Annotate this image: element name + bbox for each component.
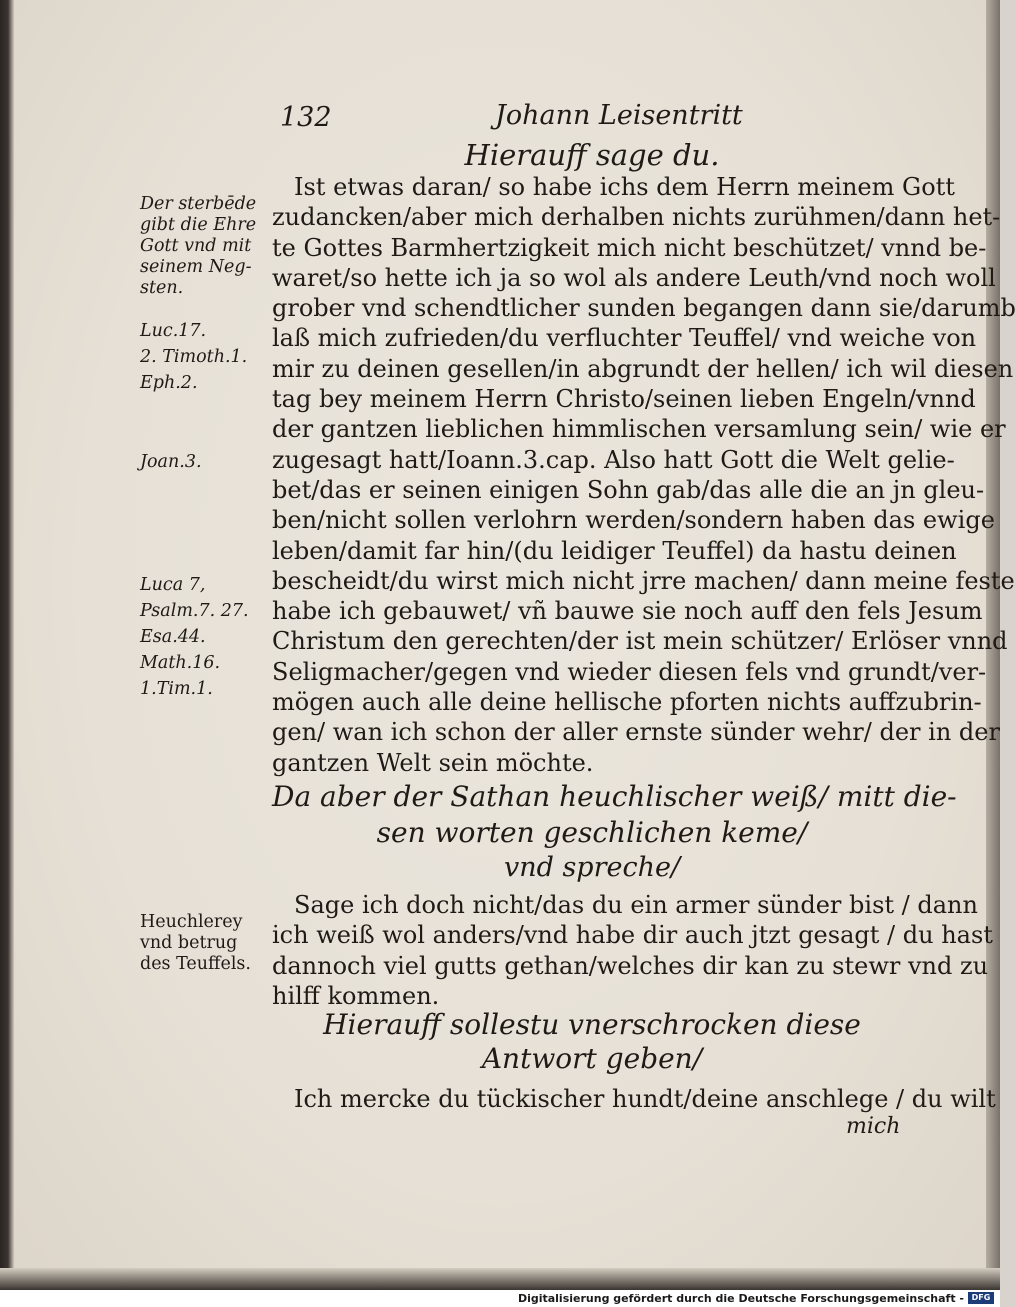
body-paragraph <box>272 1084 996 1114</box>
margin-note <box>140 194 270 299</box>
text-line: Ist etwas daran/ so habe ichs dem Herrn meinem Gott <box>294 173 955 201</box>
margin-note-line: sten. <box>140 278 184 298</box>
margin-note-line: seinem Neg- <box>140 257 252 277</box>
section-heading: Antwort geben/ <box>481 1042 703 1075</box>
margin-note-line: Gott vnd mit <box>140 236 252 256</box>
text-line: waret/so hette ich ja so wol als andere Leuth/vnd noch woll <box>272 263 996 292</box>
margin-reference-line: Luc.17. <box>140 321 207 341</box>
page-edge-shadow <box>0 1268 1000 1290</box>
text-line: Ich mercke du tückischer hundt/deine anschlege / du wilt <box>294 1085 996 1113</box>
text-line: zudancken/aber mich derhalben nichts zurühmen/dann het- <box>272 203 1001 232</box>
margin-reference-line: 1.Tim.1. <box>140 679 213 699</box>
margin-note-line: Heuchlerey <box>140 912 243 932</box>
margin-note-line: vnd betrug <box>140 933 238 953</box>
text-line: tag bey meinem Herrn Christo/seinen lieben Engeln/vnnd <box>272 385 976 414</box>
section-heading: Da aber der Sathan heuchlischer weiß/ mitt die- <box>272 780 957 813</box>
text-line: Sage ich doch nicht/das du ein armer sünder bist / dann <box>294 891 978 919</box>
text-line: ich weiß wol anders/vnd habe dir auch jtzt gesagt / du hast <box>272 921 993 950</box>
margin-reference-line: Psalm.7. 27. <box>140 601 249 621</box>
text-line: ben/nicht sollen verlohrn werden/sondern haben das ewige <box>272 506 995 535</box>
section-heading: vnd spreche/ <box>503 852 681 883</box>
margin-reference-line: Math.16. <box>140 653 221 673</box>
margin-reference-line: 2. Timoth.1. <box>140 347 248 367</box>
margin-reference <box>140 452 270 473</box>
text-line: habe ich gebauwet/ vñ bauwe sie noch auff den fels Jesum <box>272 597 983 626</box>
margin-reference-line: Luca 7, <box>140 575 206 595</box>
running-title: Johann Leisentritt <box>495 100 743 131</box>
margin-reference-line: Eph.2. <box>140 373 198 393</box>
margin-note-line: des Teuffels. <box>140 954 251 974</box>
text-line: hilff kommen. <box>272 981 440 1010</box>
body-paragraph <box>272 890 993 1011</box>
text-line: gen/ wan ich schon der aller ernste sünder wehr/ der in der <box>272 718 1000 747</box>
text-line: dannoch viel gutts gethan/welches dir kan zu stewr vnd zu <box>272 951 989 980</box>
text-line: Christum den gerechten/der ist mein schützer/ Erlöser vnnd <box>272 627 1008 656</box>
margin-reference <box>140 572 270 702</box>
margin-reference-line: Joan.3. <box>140 452 202 472</box>
running-header <box>270 100 910 140</box>
margin-note-line: gibt die Ehre <box>140 215 257 235</box>
text-line: laß mich zufrieden/du verfluchter Teuffel/ vnd weiche von <box>272 324 977 353</box>
digitization-footer <box>0 1290 1000 1307</box>
section-heading: Hierauff sage du. <box>464 138 720 172</box>
text-line: zugesagt hatt/Ioann.3.cap. Also hatt Gott die Welt gelie- <box>272 445 955 474</box>
body-paragraph <box>272 172 1016 778</box>
margin-reference-line: Esa.44. <box>140 627 206 647</box>
text-line: mögen auch alle deine hellische pforten nichts auffzubrin- <box>272 688 982 717</box>
text-line: bet/das er seinen einigen Sohn gab/das alle die an jn gleu- <box>272 475 985 504</box>
dfg-logo-icon: DFG <box>968 1292 994 1304</box>
margin-note <box>140 912 270 975</box>
page-number: 132 <box>280 102 332 133</box>
text-line: grober vnd schendtlicher sunden begangen dann sie/darumb <box>272 294 1016 323</box>
text-line: der gantzen lieblichen himmlischen versamlung sein/ wie er <box>272 415 1006 444</box>
margin-note-line: Der sterbēde <box>140 194 257 214</box>
text-line: te Gottes Barmhertzigkeit mich nicht beschützet/ vnnd be- <box>272 233 987 262</box>
section-heading: sen worten geschlichen keme/ <box>376 816 808 849</box>
section-heading: Hierauff sollestu vnerschrocken diese <box>323 1008 861 1041</box>
text-line: gantzen Welt sein möchte. <box>272 748 594 777</box>
text-line: Seligmacher/gegen vnd wieder diesen fels vnd grundt/ver- <box>272 657 987 686</box>
margin-reference <box>140 318 270 396</box>
footer-credit: Digitalisierung gefördert durch die Deutsche Forschungsgemeinschaft - <box>517 1292 964 1305</box>
text-line: mir zu deinen gesellen/in abgrundt der hellen/ ich wil diesen <box>272 354 1014 383</box>
text-line: bescheidt/du wirst mich nicht jrre machen/ dann meine feste <box>272 566 1015 595</box>
catchword: mich <box>846 1114 901 1139</box>
text-line: leben/damit far hin/(du leidiger Teuffel) da hastu deinen <box>272 536 957 565</box>
